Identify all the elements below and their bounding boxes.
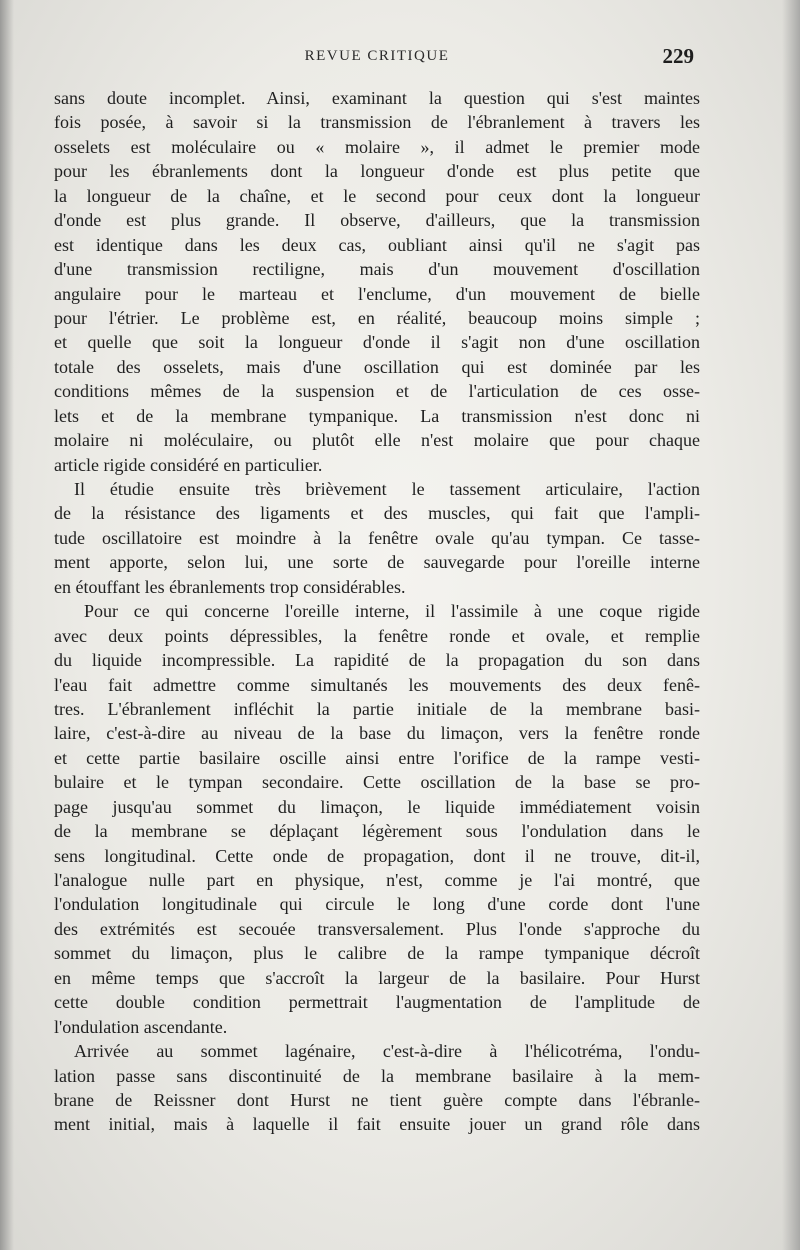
text-line: cette double condition permettrait l'augmentation de l'amplitude de bbox=[54, 992, 700, 1013]
text-line: de la résistance des ligaments et des muscles, qui fait que l'ampli- bbox=[54, 503, 700, 524]
text-line: sans doute incomplet. Ainsi, examinant la question qui s'est maintes bbox=[54, 88, 700, 108]
text-line: fois posée, à savoir si la transmission de l'ébranlement à travers les bbox=[54, 112, 700, 133]
text-line: l'ondulation ascendante. bbox=[54, 1016, 228, 1037]
text-line: tres. L'ébranlement infléchit la partie initiale de la membrane basi- bbox=[54, 698, 700, 719]
text-line: ment apporte, selon lui, une sorte de sauvegarde pour l'oreille interne bbox=[54, 552, 700, 573]
text-line: de la membrane se déplaçant légèrement sous l'ondulation dans le bbox=[54, 821, 700, 842]
text-line: pour les ébranlements dont la longueur d'onde est plus petite que bbox=[54, 161, 700, 182]
text-line: la longueur de la chaîne, et le second pour ceux dont la longueur bbox=[54, 185, 700, 206]
text-line: osselets est moléculaire ou « molaire », il admet le premier mode bbox=[54, 136, 700, 157]
text-line: Pour ce qui concerne l'oreille interne, il l'assimile à une coque rigide bbox=[84, 601, 700, 622]
text-line: et quelle que soit la longueur d'onde il s'agit non d'une oscillation bbox=[54, 332, 700, 353]
text-line: est identique dans les deux cas, oubliant ainsi qu'il ne s'agit pas bbox=[54, 234, 700, 255]
text-line: d'onde est plus grande. Il observe, d'ailleurs, que la transmission bbox=[54, 210, 700, 231]
text-line: avec deux points dépressibles, la fenêtre ronde et ovale, et remplie bbox=[54, 625, 700, 646]
page-number: 229 bbox=[662, 44, 694, 68]
text-line: l'eau fait admettre comme simultanés les mouvements des deux fenê- bbox=[54, 674, 700, 695]
text-line: page jusqu'au sommet du limaçon, le liquide immédiatement voisin bbox=[54, 796, 700, 817]
text-line: tude oscillatoire est moindre à la fenêtre ovale qu'au tympan. Ce tasse- bbox=[54, 527, 700, 548]
text-line: pour l'étrier. Le problème est, en réalité, beaucoup moins simple ; bbox=[54, 307, 700, 328]
text-line: en étouffant les ébranlements trop considérables. bbox=[54, 576, 406, 597]
text-line: lation passe sans discontinuité de la membrane basilaire à la mem- bbox=[54, 1065, 700, 1086]
text-line: sommet du limaçon, plus le calibre de la rampe tympanique décroît bbox=[54, 943, 700, 964]
text-line: totale des osselets, mais d'une oscillation qui est dominée par les bbox=[54, 356, 700, 377]
text-line: du liquide incompressible. La rapidité de la propagation du son dans bbox=[54, 650, 700, 671]
page-shadow-right bbox=[782, 0, 800, 1250]
text-line: brane de Reissner dont Hurst ne tient guère compte dans l'ébranle- bbox=[54, 1089, 700, 1110]
page-header bbox=[56, 44, 698, 74]
text-line: Arrivée au sommet lagénaire, c'est-à-dire à l'hélicotréma, l'ondu- bbox=[74, 1041, 700, 1062]
text-line: laire, c'est-à-dire au niveau de la base du limaçon, vers la fenêtre ronde bbox=[54, 723, 700, 744]
text-line: article rigide considéré en particulier. bbox=[54, 454, 323, 475]
text-line: d'une transmission rectiligne, mais d'un mouvement d'oscillation bbox=[54, 259, 700, 280]
body-text bbox=[54, 86, 700, 1137]
text-line: ment initial, mais à laquelle il fait ensuite jouer un grand rôle dans bbox=[54, 1114, 700, 1135]
text-line: conditions mêmes de la suspension et de l'articulation de ces osse- bbox=[54, 381, 700, 402]
running-title: REVUE CRITIQUE bbox=[304, 48, 450, 64]
text-line: en même temps que s'accroît la largeur de la basilaire. Pour Hurst bbox=[54, 967, 700, 988]
text-line: molaire ni moléculaire, ou plutôt elle n'est molaire que pour chaque bbox=[54, 430, 700, 451]
text-line: et cette partie basilaire oscille ainsi entre l'orifice de la rampe vesti- bbox=[54, 747, 700, 768]
text-line: lets et de la membrane tympanique. La transmission n'est donc ni bbox=[54, 405, 700, 426]
text-line: l'analogue nulle part en physique, n'est, comme je l'ai montré, que bbox=[54, 870, 700, 890]
text-line: des extrémités est secouée transversalement. Plus l'onde s'approche du bbox=[54, 918, 700, 939]
page-shadow-left bbox=[0, 0, 14, 1250]
text-line: bulaire et le tympan secondaire. Cette oscillation de la base se pro- bbox=[54, 772, 700, 793]
text-line: angulaire pour le marteau et l'enclume, d'un mouvement de bielle bbox=[54, 283, 700, 304]
text-line: Il étudie ensuite très brièvement le tassement articulaire, l'action bbox=[74, 479, 700, 499]
text-line: sens longitudinal. Cette onde de propagation, dont il ne trouve, dit-il, bbox=[54, 845, 700, 866]
text-line: l'ondulation longitudinale qui circule le long d'une corde dont l'une bbox=[54, 894, 700, 915]
